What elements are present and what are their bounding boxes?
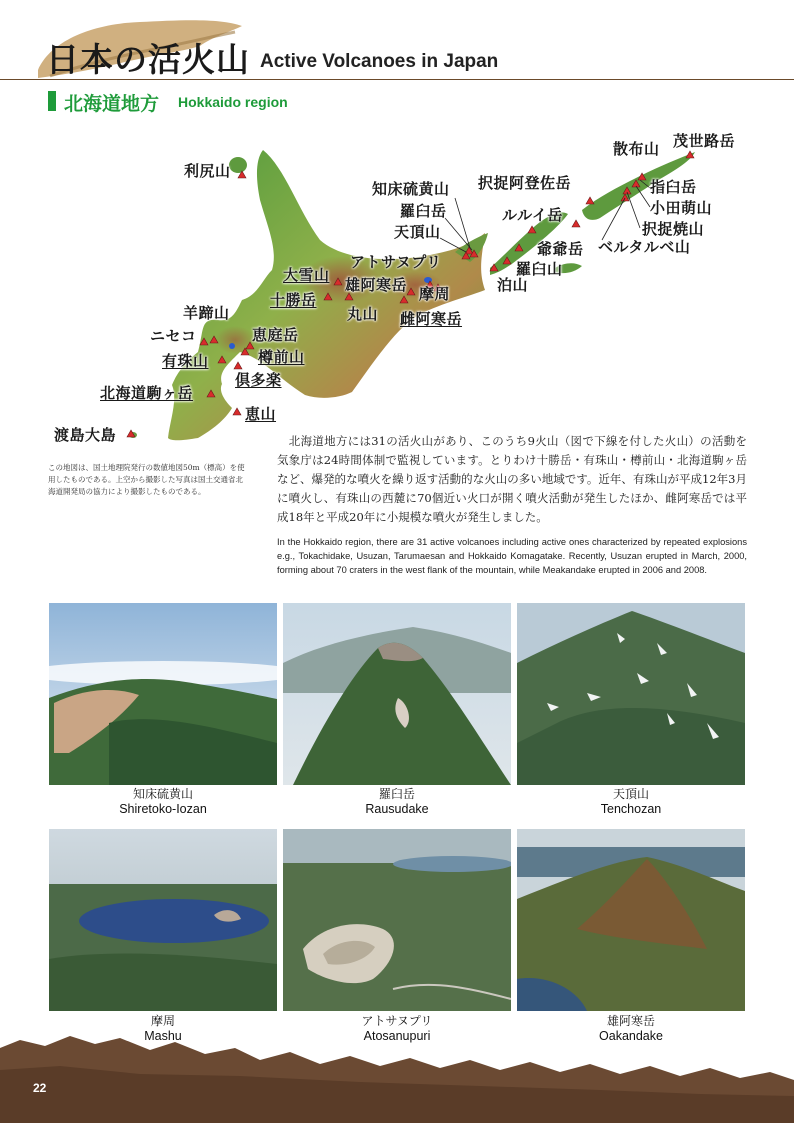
region-title-english: Hokkaido region (178, 94, 288, 110)
map-label-etorofu-yakeyama: 択捉焼山 (642, 220, 705, 238)
caption-tenchozan (517, 787, 745, 817)
rishiri-island (229, 157, 247, 173)
description-japanese-text: 北海道地方には31の活火山があり、このうち9火山（図で下線を付した火山）の活動を気象庁は24時間体制で監視しています。とりわけ十勝岳・有珠山・樽前山・北海道駒ヶ岳など、爆発的な噴火を繰り返す活動的な火山の多い地域です。近年、有珠山が平成12年3月に噴火し、有珠山の西麓に70個近い火口が開く噴火活動が発生したほか、雌阿寒岳では平成18年と平成20年に小規模な噴火が発生しました。 (277, 434, 748, 524)
caption-ja: 雄阿寒岳 (606, 1014, 655, 1028)
caption-rausudake (283, 787, 511, 817)
map-label-taisetsuzan: 大雪山 (283, 266, 330, 284)
caption-en: Oakandake (599, 1029, 663, 1043)
photo-mashu (49, 829, 277, 1011)
map-label-rausudake: 羅臼岳 (400, 202, 447, 220)
map-label-etorofu-atosanupuri: 択捉阿登佐岳 (478, 174, 572, 192)
map-label-tenchozan: 天頂山 (394, 223, 441, 241)
map-label-meakandake: 雌阿寒岳 (400, 310, 463, 328)
map-label-mashu: 摩周 (419, 285, 451, 303)
map-label-yoteizan: 羊蹄山 (183, 304, 230, 322)
region-marker-bar (48, 91, 56, 111)
map-label-tokachidake: 十勝岳 (270, 291, 317, 309)
map-credit-note: この地図は、国土地理院発行の数値地図50m（標高）を使用したものである。上空から撮影した写真は国土交通省北海道開発局の協力により撮影したものである。 (48, 463, 245, 496)
map-label-rishirizan: 利尻山 (184, 162, 231, 180)
caption-en: Rausudake (365, 802, 429, 816)
ground-footer-decoration (0, 1030, 794, 1123)
map-label-hokkaido-komagatake: 北海道駒ヶ岳 (100, 384, 194, 402)
caption-en: Tenchozan (600, 802, 662, 816)
page-number: 22 (33, 1081, 47, 1095)
map-label-usuzan: 有珠山 (162, 352, 209, 370)
map-label-rausuyama: 羅臼山 (516, 260, 563, 278)
photo-shiretoko-iozan (49, 603, 277, 785)
map-label-esan: 恵山 (245, 405, 277, 423)
map-label-chachadake: 爺爺岳 (537, 240, 584, 258)
photo-atosanupuri (283, 829, 511, 1011)
header-rule (0, 79, 794, 80)
map-label-niseko: ニセコ (150, 327, 197, 345)
photo-oakandake (517, 829, 745, 1011)
caption-en: Shiretoko-Iozan (119, 802, 207, 816)
map-label-eniwadake: 恵庭岳 (252, 326, 299, 344)
caption-ja: 天頂山 (612, 787, 649, 801)
page-title: 日本の活火山 (46, 40, 250, 79)
map-label-odamoisan: 小田萌山 (650, 199, 713, 217)
map-label-moyorodake: 茂世路岳 (673, 132, 736, 150)
map-label-sashiusudake: 指臼岳 (650, 178, 697, 196)
page-title-english: Active Volcanoes in Japan (260, 51, 499, 72)
photo-rausudake (283, 603, 511, 785)
caption-en: Mashu (144, 1029, 182, 1043)
map-label-berutarubesan: ベルタルベ山 (598, 238, 691, 256)
caption-ja: 羅臼岳 (378, 787, 415, 801)
caption-ja: 摩周 (150, 1014, 175, 1028)
description-english: In the Hokkaido region, there are 31 active volcanoes including active ones characterized by repeated explosions e.g., Tokachidake, Usuzan, Tarumaesan and Hokkaido Komagatake. Recently, Usuzan erupted in March, 2000, forming about 70 craters in the west flank of the mountain, while Meakandake erupted in 2006 and 2008. (277, 537, 747, 575)
caption-shiretoko-iozan (49, 787, 277, 817)
region-title: 北海道地方 (64, 93, 160, 115)
map-label-shiretoko-iozan: 知床硫黄山 (372, 180, 450, 198)
map-label-ruruidake: ルルイ岳 (502, 206, 563, 224)
map-label-atosanupuri: アトサヌプリ (350, 253, 442, 271)
map-label-tarumaesan: 樽前山 (258, 348, 305, 366)
description-japanese (277, 432, 747, 527)
caption-en: Atosanupuri (363, 1029, 431, 1043)
map-label-maruyama: 丸山 (347, 305, 379, 323)
caption-ja: 知床硫黄山 (132, 787, 193, 801)
map-label-kuttara: 倶多楽 (235, 371, 282, 389)
caption-ja: アトサヌプリ (361, 1014, 433, 1028)
map-label-oakandake: 雄阿寒岳 (345, 276, 408, 294)
photo-tenchozan (517, 603, 745, 785)
map-label-tomariyama: 泊山 (497, 276, 529, 294)
map-label-chirippusan: 散布山 (613, 140, 660, 158)
map-label-oshima-oshima: 渡島大島 (54, 426, 117, 444)
